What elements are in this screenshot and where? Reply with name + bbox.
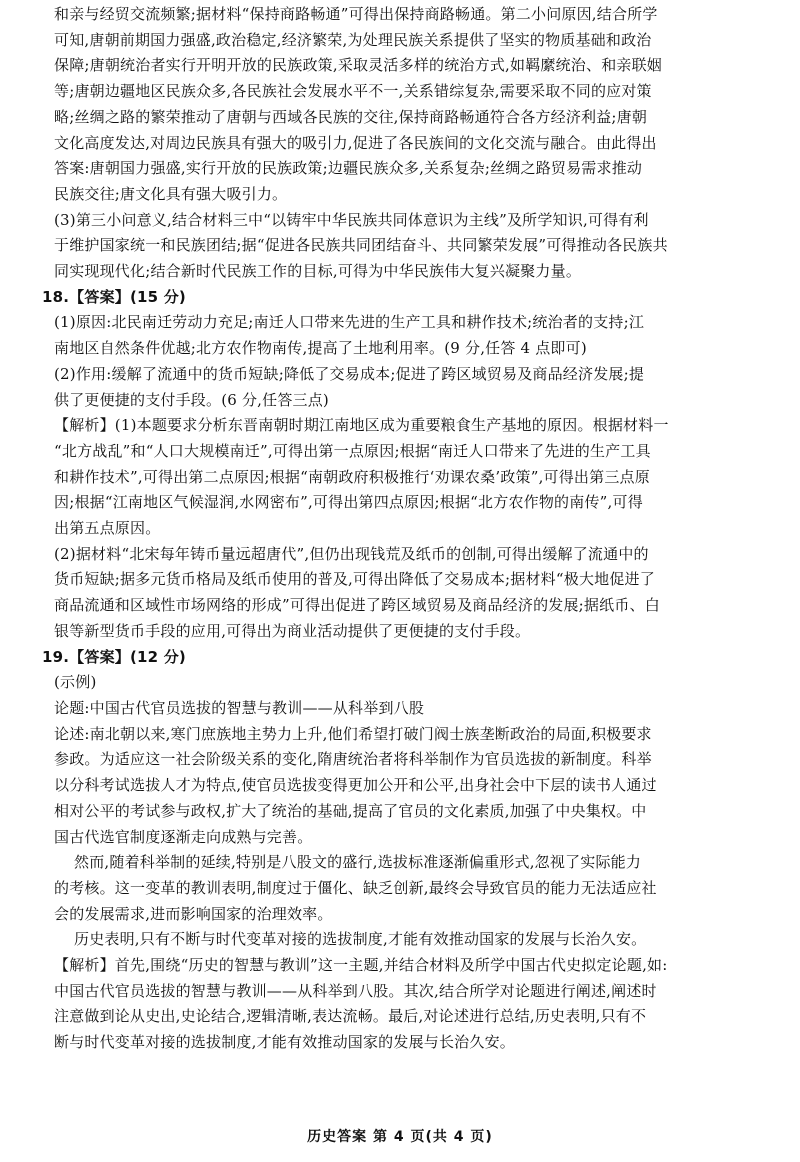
text-line: 中国古代官员选拔的智慧与教训——从科举到八股。其次,结合所学对论题进行阐述,阐述时 [54,981,657,1000]
text-line: 保障;唐朝统治者实行开明开放的民族政策,采取灵活多样的统治方式,如羁縻统治、和亲联姻 [54,56,662,75]
text-line: 论述:南北朝以来,寒门庶族地主势力上升,他们希望打破门阀士族垄断政治的局面,积极要求 [54,724,652,743]
question-heading: 18.【答案】(15 分) [42,287,186,306]
text-line: 民族交往;唐文化具有强大吸引力。 [54,184,288,203]
question-heading: 19.【答案】(12 分) [42,647,186,666]
text-line: (示例) [54,673,97,692]
text-line: 会的发展需求,进而影响国家的治理效率。 [54,904,333,923]
text-line: 答案:唐朝国力强盛,实行开放的民族政策;边疆民族众多,关系复杂;丝绸之路贸易需求推动 [54,159,643,178]
text-line: 国古代选官制度逐渐走向成熟与完善。 [54,827,313,846]
text-line: 于维护国家统一和民族团结;据“促进各民族共同团结奋斗、共同繁荣发展”可得推动各民族共 [54,236,668,255]
text-line: 断与时代变革对接的选拔制度,才能有效推动国家的发展与长治久安。 [54,1033,515,1052]
text-line: 注意做到论从史出,史论结合,逻辑清晰,表达流畅。最后,对论述进行总结,历史表明,只有不 [54,1007,647,1026]
text-line: 历史表明,只有不断与时代变革对接的选拔制度,才能有效推动国家的发展与长治久安。 [74,930,647,949]
answer-content [42,2,772,1056]
text-line: (3)第三小问意义,结合材料三中“以铸牢中华民族共同体意识为主线”及所学知识,可得有利 [54,210,649,229]
text-line: 然而,随着科举制的延续,特别是八股文的盛行,选拔标准逐渐偏重形式,忽视了实际能力 [74,853,642,872]
text-line: 相对公平的考试参与政权,扩大了统治的基础,提高了官员的文化素质,加强了中央集权。中 [54,801,647,820]
text-line: 因;根据“江南地区气候湿润,水网密布”,可得出第四点原因;根据“北方农作物的南传”,可得 [54,493,643,512]
text-line: 等;唐朝边疆地区民族众多,各民族社会发展水平不一,关系错综复杂,需要采取不同的应对策 [54,82,652,101]
text-line: 南地区自然条件优越;北方农作物南传,提高了土地利用率。(9 分,任答 4 点即可) [54,339,587,358]
text-line: 供了更便捷的支付手段。(6 分,任答三点) [54,390,329,409]
text-line: 和亲与经贸交流频繁;据材料“保持商路畅通”可得出保持商路畅通。第二小问原因,结合所学 [54,5,658,23]
text-line: 商品流通和区域性市场网络的形成”可得出促进了跨区域贸易及商品经济的发展;据纸币、白 [54,596,660,615]
text-line: (2)据材料“北宋每年铸币量远超唐代”,但仍出现钱荒及纸币的创制,可得出缓解了流通中的 [54,544,649,563]
text-line: (1)原因:北民南迁劳动力充足;南迁人口带来先进的生产工具和耕作技术;统治者的支持;江 [54,313,645,332]
text-line: 【解析】(1)本题要求分析东晋南朝时期江南地区成为重要粮食生产基地的原因。根据材料一 [54,416,669,435]
text-line: 参政。为适应这一社会阶级关系的变化,隋唐统治者将科举制作为官员选拔的新制度。科举 [54,750,652,769]
text-line: 略;丝绸之路的繁荣推动了唐朝与西域各民族的交往,保持商路畅通符合各方经济利益;唐朝 [54,107,648,126]
text-line: 【解析】首先,围绕“历史的智慧与教训”这一主题,并结合材料及所学中国古代史拟定论题,如: [54,956,668,975]
text-line: 同实现现代化;结合新时代民族工作的目标,可得为中华民族伟大复兴凝聚力量。 [54,262,582,281]
text-line: (2)作用:缓解了流通中的货币短缺;降低了交易成本;促进了跨区域贸易及商品经济发展;提 [54,364,645,383]
text-line: 以分科考试选拔人才为特点,使官员选拔变得更加公开和公平,出身社会中下层的读书人通过 [54,776,657,795]
text-line: 论题:中国古代官员选拔的智慧与教训——从科举到八股 [54,698,425,717]
text-line: 和耕作技术”,可得出第二点原因;根据“南朝政府积极推行‘劝课农桑’政策”,可得出第三点原 [54,467,650,486]
text-line: 可知,唐朝前期国力强盛,政治稳定,经济繁荣,为处理民族关系提供了坚实的物质基础和政治 [54,30,652,49]
text-line: 货币短缺;据多元货币格局及纸币使用的普及,可得出降低了交易成本;据材料“极大地促进了 [54,570,655,589]
text-line: 银等新型货币手段的应用,可得出为商业活动提供了更便捷的支付手段。 [54,621,531,640]
page-footer: 历史答案 第 4 页(共 4 页) [307,1129,493,1145]
text-line: “北方战乱”和“人口大规模南迁”,可得出第一点原因;根据“南迁人口带来了先进的生产工具 [54,441,651,460]
text-line: 出第五点原因。 [54,519,161,538]
text-line: 的考核。这一变革的教训表明,制度过于僵化、缺乏创新,最终会导致官员的能力无法适应社 [54,878,657,897]
text-line: 文化高度发达,对周边民族具有强大的吸引力,促进了各民族间的文化交流与融合。由此得出 [54,133,657,152]
